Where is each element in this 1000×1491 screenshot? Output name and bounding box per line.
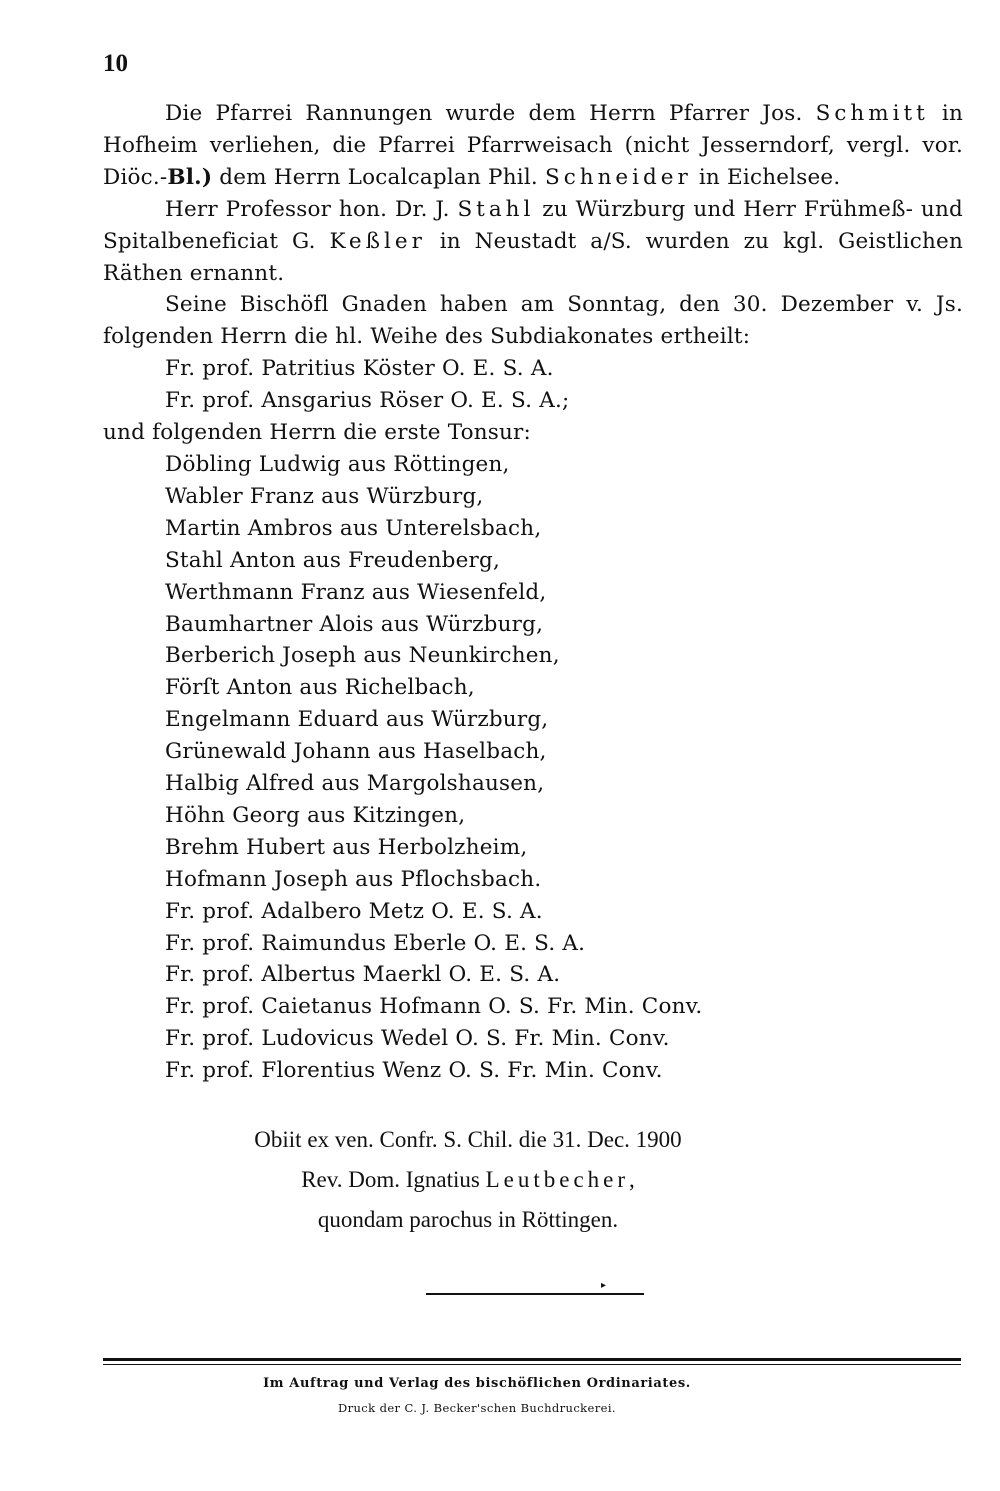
subdeacon-entry: Fr. prof. Ansgarius Röser O. E. S. A.; [165, 388, 570, 414]
tonsure-entry: Wabler Franz aus Würzburg, [165, 483, 484, 509]
tonsure-entry: Fr. prof. Florentius Wenz O. S. Fr. Min. Conv. [165, 1058, 663, 1084]
tonsure-entry: Stahl Anton aus Freudenberg, [165, 547, 500, 573]
text-run: Herr Professor hon. Dr. J. [165, 196, 458, 222]
text-run: in Eichelsee. [691, 164, 841, 190]
page-number: 10 [103, 50, 128, 77]
tonsure-entry: Brehm Hubert aus Herbolzheim, [165, 834, 528, 860]
name-stahl: Stahl [457, 196, 535, 222]
text-run: in Neustadt a/S. wurden zu kgl. Geistlichen Räthen ernannt. [103, 228, 963, 286]
name-leutbecher: Leutbecher [485, 1167, 630, 1192]
tonsure-entry: Höhn Georg aus Kitzingen, [165, 802, 466, 828]
tonsure-entry: Werthmann Franz aus Wiesenfeld, [165, 579, 547, 605]
tonsure-entry: Förſt Anton aus Richelbach, [165, 675, 475, 701]
tonsure-entry: Fr. prof. Caietanus Hofmann O. S. Fr. Min. Conv. [165, 994, 703, 1020]
obituary-line [103, 1160, 963, 1200]
rule-mark-icon: ▸ [601, 1280, 607, 1291]
imprint [103, 1372, 961, 1420]
tonsure-entry: Hofmann Joseph aus Pflochsbach. [165, 866, 542, 892]
tonsure-entry: Fr. prof. Adalbero Metz O. E. S. A. [165, 898, 543, 924]
tonsure-entry: Fr. prof. Albertus Maerkl O. E. S. A. [165, 962, 561, 988]
tonsure-entry: Baumhartner Alois aus Würzburg, [165, 611, 544, 637]
obituary-text: Rev. Dom. Ignatius [301, 1167, 486, 1192]
imprint-printer: Druck der C. J. Becker'schen Buchdruckerei. [337, 1401, 616, 1415]
tonsure-entry: Engelmann Eduard aus Würzburg, [165, 707, 549, 733]
body-text [103, 98, 963, 1087]
text-run: zu Würzburg und Herr Frühmeß- und Spitalbeneficiat G. [103, 196, 963, 254]
paragraph-ordination [103, 289, 963, 353]
tonsure-entry: Fr. prof. Raimundus Eberle O. E. S. A. [165, 930, 586, 956]
name-schneider: Schneider [544, 164, 692, 190]
text-run: Seine Bischöfl Gnaden haben am Sonntag, den 30. Dezember v. Js. folgenden Herrn die hl. Weihe des Subdiakonates ertheilt: [103, 292, 963, 350]
tonsure-entry: Halbig Alfred aus Margolshausen, [165, 771, 545, 797]
footer-rule-thick [103, 1358, 961, 1361]
subdeacon-entry: Fr. prof. Patritius Köster O. E. S. A. [165, 356, 554, 382]
name-kessler: Keßler [329, 228, 426, 254]
text-run: in Hofheim verliehen, die Pfarrei Pfarrweisach (nicht Jesserndorf, vergl. vor. Diöc.- [103, 101, 963, 190]
section-divider [426, 1293, 644, 1295]
tonsure-entry: Döbling Ludwig aus Röttingen, [165, 451, 510, 477]
obituary-text: , [629, 1167, 635, 1192]
tonsure-entry: Berberich Joseph aus Neunkirchen, [165, 643, 560, 669]
tonsure-entry: Martin Ambros aus Unterelsbach, [165, 515, 542, 541]
obituary-line: Obiit ex ven. Confr. S. Chil. die 31. Dec. 1900 [254, 1127, 682, 1152]
imprint-publisher: Im Auftrag und Verlag des bischöflichen Ordinariates. [263, 1376, 691, 1391]
tonsure-entry: Grünewald Johann aus Haselbach, [165, 739, 547, 765]
obituary [103, 1120, 963, 1240]
abbrev-bl: Bl.) [167, 164, 213, 190]
paragraph-appointments [103, 98, 963, 194]
obituary-line: quondam parochus in Röttingen. [317, 1207, 619, 1232]
text-run: Die Pfarrei Rannungen wurde dem Herrn Pfarrer Jos. [165, 101, 816, 126]
footer-rule-thin [103, 1364, 961, 1365]
tonsure-intro: und folgenden Herrn die erste Tonsur: [103, 420, 531, 446]
text-run: dem Herrn Localcaplan Phil. [212, 164, 545, 190]
paragraph-councillors [103, 194, 963, 290]
name-schmitt: Schmitt [815, 101, 929, 126]
tonsure-entry: Fr. prof. Ludovicus Wedel O. S. Fr. Min. Conv. [165, 1026, 670, 1052]
